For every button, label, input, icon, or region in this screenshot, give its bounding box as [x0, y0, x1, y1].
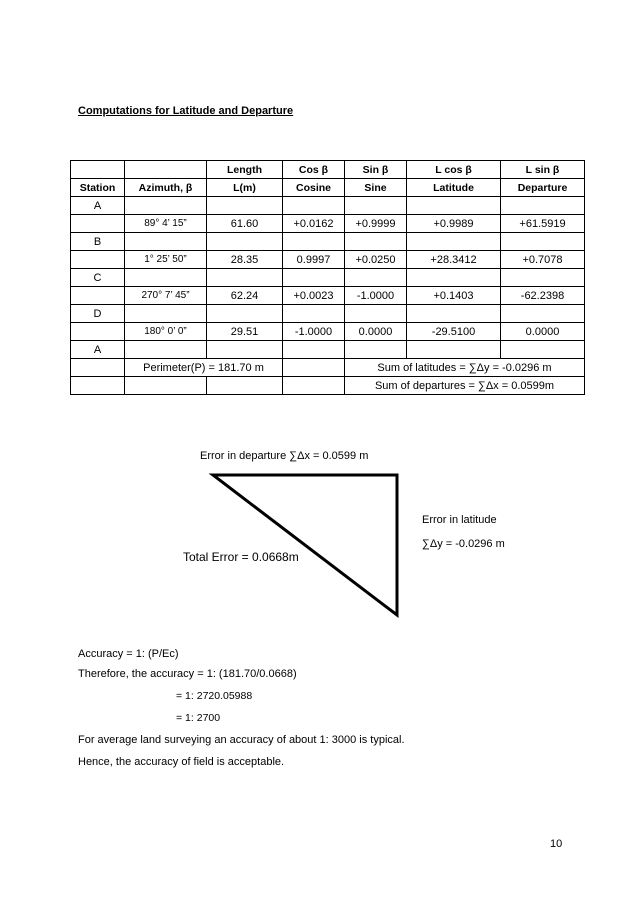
header-cell: Station — [71, 179, 125, 197]
leg-departure-cell: -62.2398 — [501, 287, 585, 305]
station-cell: A — [71, 341, 125, 359]
header-cell: Latitude — [407, 179, 501, 197]
leg-azimuth-cell: 89° 4’ 15” — [125, 215, 207, 233]
error-triangle-diagram — [200, 465, 405, 620]
total-error-label: Total Error = 0.0668m — [183, 550, 299, 564]
header-cell: Sin β — [345, 161, 407, 179]
empty-cell — [71, 287, 125, 305]
empty-cell — [345, 233, 407, 251]
empty-cell — [125, 305, 207, 323]
page-number: 10 — [550, 838, 563, 850]
header-cell — [71, 161, 125, 179]
empty-cell — [283, 305, 345, 323]
header-cell: Departure — [501, 179, 585, 197]
accuracy-line-6: Hence, the accuracy of field is acceptable. — [78, 756, 285, 768]
header-cell: Azimuth, β — [125, 179, 207, 197]
error-latitude-label: Error in latitude — [422, 514, 497, 526]
leg-latitude-cell: +28.3412 — [407, 251, 501, 269]
leg-row — [71, 287, 585, 305]
header-cell: Cos β — [283, 161, 345, 179]
leg-azimuth-cell: 180° 0’ 0” — [125, 323, 207, 341]
accuracy-line-5: For average land surveying an accuracy of about 1: 3000 is typical. — [78, 734, 405, 746]
station-row — [71, 341, 585, 359]
empty-cell — [207, 305, 283, 323]
leg-row — [71, 323, 585, 341]
empty-cell — [207, 269, 283, 287]
header-cell: Cosine — [283, 179, 345, 197]
error-latitude-value: ∑Δy = -0.0296 m — [422, 538, 505, 550]
summary-row — [71, 359, 585, 377]
leg-cos-cell: -1.0000 — [283, 323, 345, 341]
empty-cell — [125, 197, 207, 215]
empty-cell — [125, 377, 207, 395]
station-row — [71, 305, 585, 323]
empty-cell — [125, 233, 207, 251]
empty-cell — [71, 323, 125, 341]
latitude-departure-table — [70, 160, 585, 395]
summary-row — [71, 377, 585, 395]
accuracy-line-3: = 1: 2720.05988 — [176, 690, 253, 702]
accuracy-line-2: Therefore, the accuracy = 1: (181.70/0.0668) — [78, 668, 297, 680]
empty-cell — [345, 305, 407, 323]
empty-cell — [407, 341, 501, 359]
station-row — [71, 269, 585, 287]
empty-cell — [283, 341, 345, 359]
section-heading: Computations for Latitude and Departure — [78, 105, 294, 117]
empty-cell — [283, 197, 345, 215]
station-cell: C — [71, 269, 125, 287]
leg-azimuth-cell: 1° 25’ 50” — [125, 251, 207, 269]
empty-cell — [71, 251, 125, 269]
table-header-row — [71, 161, 585, 179]
leg-length-cell: 62.24 — [207, 287, 283, 305]
station-row — [71, 197, 585, 215]
empty-cell — [501, 305, 585, 323]
empty-cell — [283, 377, 345, 395]
error-departure-label: Error in departure ∑Δx = 0.0599 m — [200, 450, 369, 462]
leg-sin-cell: +0.9999 — [345, 215, 407, 233]
header-cell — [125, 161, 207, 179]
leg-row — [71, 251, 585, 269]
leg-departure-cell: +61.5919 — [501, 215, 585, 233]
station-row — [71, 233, 585, 251]
error-triangle — [213, 475, 397, 615]
empty-cell — [71, 215, 125, 233]
station-cell: A — [71, 197, 125, 215]
leg-length-cell: 61.60 — [207, 215, 283, 233]
leg-row — [71, 215, 585, 233]
header-cell: Length — [207, 161, 283, 179]
empty-cell — [207, 197, 283, 215]
leg-azimuth-cell: 270° 7’ 45” — [125, 287, 207, 305]
header-cell: L sin β — [501, 161, 585, 179]
sum-latitudes-cell: Sum of latitudes = ∑Δy = -0.0296 m — [345, 359, 585, 377]
header-cell: L cos β — [407, 161, 501, 179]
accuracy-line-4: = 1: 2700 — [176, 712, 221, 724]
empty-cell — [345, 269, 407, 287]
empty-cell — [207, 341, 283, 359]
empty-cell — [71, 377, 125, 395]
accuracy-line-1: Accuracy = 1: (P/Ec) — [78, 648, 179, 660]
leg-length-cell: 29.51 — [207, 323, 283, 341]
empty-cell — [501, 341, 585, 359]
leg-latitude-cell: +0.9989 — [407, 215, 501, 233]
empty-cell — [407, 269, 501, 287]
empty-cell — [283, 359, 345, 377]
leg-cos-cell: +0.0162 — [283, 215, 345, 233]
header-cell: L(m) — [207, 179, 283, 197]
empty-cell — [407, 233, 501, 251]
station-cell: B — [71, 233, 125, 251]
station-cell: D — [71, 305, 125, 323]
leg-cos-cell: 0.9997 — [283, 251, 345, 269]
empty-cell — [501, 197, 585, 215]
empty-cell — [407, 305, 501, 323]
leg-latitude-cell: +0.1403 — [407, 287, 501, 305]
leg-departure-cell: +0.7078 — [501, 251, 585, 269]
empty-cell — [501, 269, 585, 287]
sum-departures-cell: Sum of departures = ∑Δx = 0.0599m — [345, 377, 585, 395]
leg-departure-cell: 0.0000 — [501, 323, 585, 341]
leg-latitude-cell: -29.5100 — [407, 323, 501, 341]
empty-cell — [125, 269, 207, 287]
leg-cos-cell: +0.0023 — [283, 287, 345, 305]
empty-cell — [407, 197, 501, 215]
leg-sin-cell: 0.0000 — [345, 323, 407, 341]
leg-sin-cell: -1.0000 — [345, 287, 407, 305]
header-cell: Sine — [345, 179, 407, 197]
empty-cell — [71, 359, 125, 377]
empty-cell — [501, 233, 585, 251]
empty-cell — [283, 269, 345, 287]
empty-cell — [125, 341, 207, 359]
empty-cell — [345, 197, 407, 215]
empty-cell — [207, 377, 283, 395]
table-header-row — [71, 179, 585, 197]
perimeter-cell: Perimeter(P) = 181.70 m — [125, 359, 283, 377]
leg-sin-cell: +0.0250 — [345, 251, 407, 269]
empty-cell — [207, 233, 283, 251]
empty-cell — [283, 233, 345, 251]
empty-cell — [345, 341, 407, 359]
leg-length-cell: 28.35 — [207, 251, 283, 269]
